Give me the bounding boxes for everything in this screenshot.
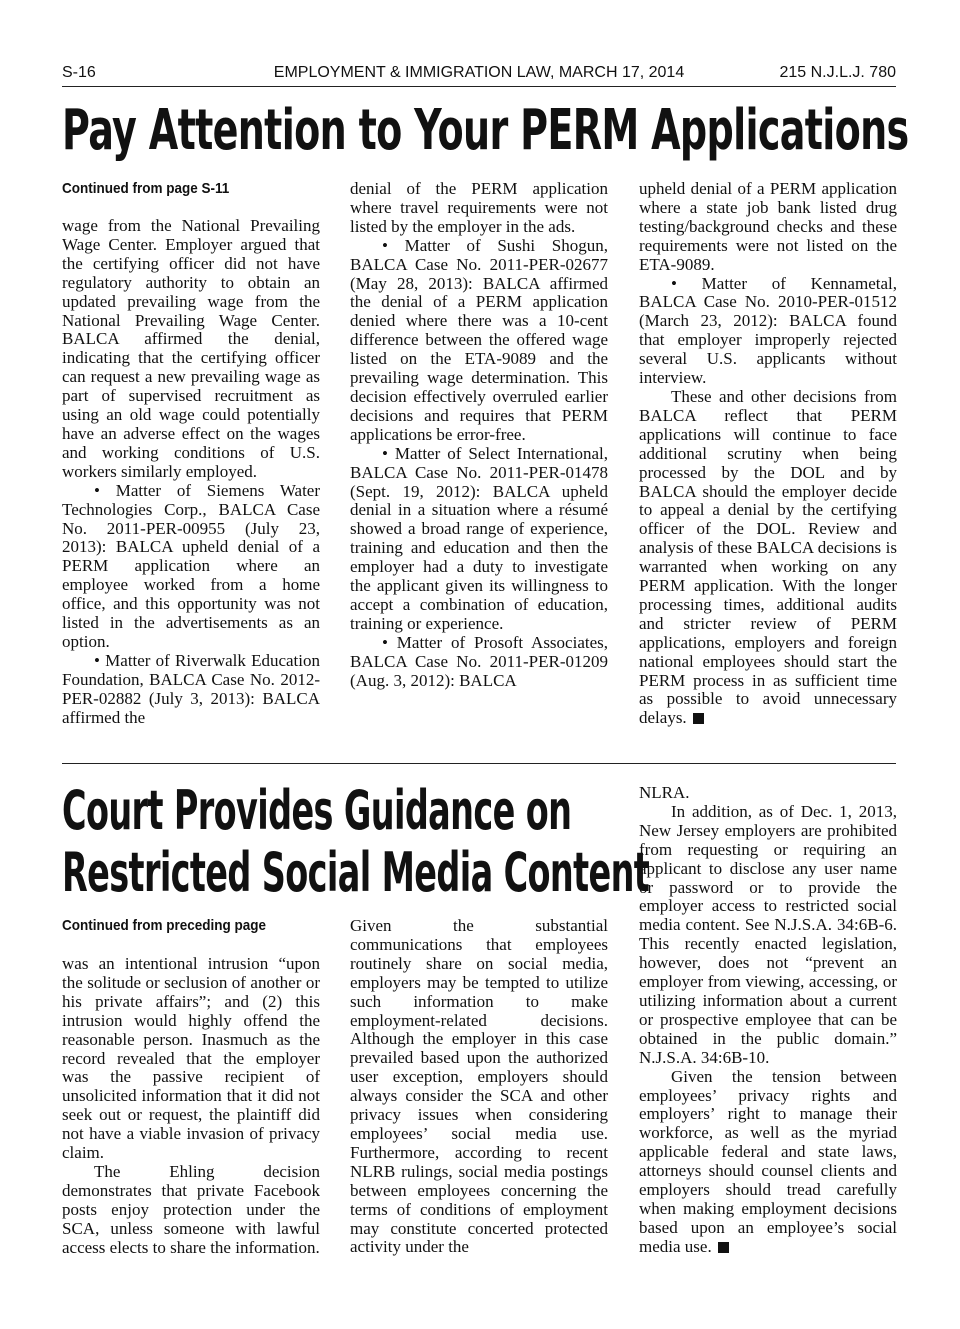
paragraph: The Ehling decision demonstrates that private Facebook posts enjoy protection under the SCA, unless someone with lawful access elects to share the information. (62, 1161, 320, 1257)
paragraph: In addition, as of Dec. 1, 2013, New Jersey employers are prohibited from requesting or requiring an applicant to disclose any user name or password or to provide the employer access to restricted social media content. See N.J.S.A. 34:6B-6. This recently enacted legislation, however, does not “prevent an employer from viewing, accessing, or utilizing information about a current or prospective employee that can be obtained in the public domain.” N.J.S.A. 34:6B-10. (639, 801, 897, 1067)
closing-paragraph-text: Given the tension between employees’ privacy rights and employers’ right to manage their workforce, as well as the myriad applicable federal and state laws, attorneys should counsel clients and employers should tread carefully when making employment decisions based upon an employee’s social media use. (639, 1066, 897, 1256)
article1-headline: Pay Attention to Your PERM Applications (62, 98, 909, 163)
paragraph: • Matter of Riverwalk Education Foundation, BALCA Case No. 2012-PER-02882 (July 3, 2013): BALCA affirmed the (62, 650, 320, 727)
paragraph: • Matter of Sushi Shogun, BALCA Case No. 2011-PER-02677 (May 28, 2013): BALCA affirmed the denial of a PERM application denied where there was a 10-cent difference between the offered wage listed on the ETA-9089 and the prevailing wage determination. This decision effectively overruled earlier decisions and requires that PERM applications be error-free. (350, 235, 608, 444)
journal-citation: 215 N.J.L.J. 780 (779, 64, 896, 81)
paragraph: Given the substantial communications that employees routinely share on social media, employers may be tempted to utilize such information to make employment-related decisions. Although the employer in this case prevailed based upon the authorized user exception, employers should always consider the SCA and other privacy issues when considering employees’ social media use. Furthermore, according to recent NLRB rulings, social media postings between employees concerning the terms of conditions of employment may constitute concerted protected activity under the (350, 916, 608, 1257)
article2-headline (62, 780, 649, 904)
end-mark-icon (693, 713, 704, 724)
closing-paragraph-text: These and other decisions from BALCA reflect that PERM applications will continue to face additional scrutiny when being processed by the DOL and by BALCA should the employer decide to appeal a denial by the certifying officer of the DOL. Review and analysis of these BALCA decisions is warranted when working on any PERM application. With the longer processing times, additional audits and stricter review of PERM applications, employers and foreign national employees should start the PERM process in as sufficient time as possible to avoid unnecessary delays. (639, 386, 897, 728)
headline-line: Restricted Social Media Content (62, 841, 650, 904)
headline-line: Court Provides Guidance on (62, 779, 572, 842)
paragraph: • Matter of Siemens Water Technologies Corp., BALCA Case No. 2011-PER-00955 (July 23, 2013): BALCA upheld denial of a PERM application where an employee worked from a home office, and this opportunity was not listed in the advertisements as an option. (62, 480, 320, 651)
paragraph: wage from the National Prevailing Wage Center. Employer argued that the certifying officer did not have regulatory authority to obtain an updated prevailing wage from the National Prevailing Wage Center. BALCA affirmed the denial, indicating that the certifying officer can request a new prevailing wage as part of supervised recruitment as using an old wage could potentially have an adverse effect on the wages and working conditions of U.S. workers similarly employed. (62, 216, 320, 481)
article2-column-1 (62, 955, 320, 1258)
header-rule (62, 86, 896, 87)
article1-continued-label: Continued from page S-11 (62, 180, 230, 197)
paragraph: denial of the PERM application where travel requirements were not listed by the employer in the ads. (350, 179, 608, 236)
running-header (62, 64, 896, 86)
page-number: S-16 (62, 64, 96, 81)
paragraph: • Matter of Kennametal, BALCA Case No. 2010-PER-01512 (March 23, 2012): BALCA found that employer improperly rejected several U.S. applicants without interview. (639, 273, 897, 388)
end-mark-icon (718, 1242, 729, 1253)
paragraph: upheld denial of a PERM application where a state job bank listed drug testing/background checks and these requirements were not listed on the ETA-9089. (639, 179, 897, 274)
paragraph: was an intentional intrusion “upon the solitude or seclusion of another or his private affairs”; and (2) this intrusion would highly offend the reasonable person. Inasmuch as the record revealed that the employer was the passive recipient of unsolicited information that it did not seek out or request, the plaintiff did not have a viable invasion of privacy claim. (62, 954, 320, 1163)
article2-column-2 (350, 917, 608, 1257)
article1-column-3 (639, 180, 897, 728)
paragraph (639, 1068, 897, 1257)
article1-column-2 (350, 180, 608, 690)
paragraph (639, 388, 897, 728)
paragraph: NLRA. (639, 783, 690, 802)
article1-column-1 (62, 217, 320, 727)
section-title: EMPLOYMENT & IMMIGRATION LAW, MARCH 17, 2014 (273, 64, 685, 81)
paragraph: • Matter of Prosoft Associates, BALCA Case No. 2011-PER-01209 (Aug. 3, 2012): BALCA (350, 632, 608, 690)
paragraph: • Matter of Select International, BALCA Case No. 2011-PER-01478 (Sept. 19, 2012): BALCA upheld denial in a situation where a résumé showed a broad range of experience, training and education and then the employer had a duty to investigate the applicant given its willingness to accept a combination of education, training or experience. (350, 443, 608, 633)
article2-continued-label: Continued from preceding page (62, 917, 267, 934)
article2-column-3 (639, 784, 897, 1257)
article-divider (62, 763, 896, 764)
